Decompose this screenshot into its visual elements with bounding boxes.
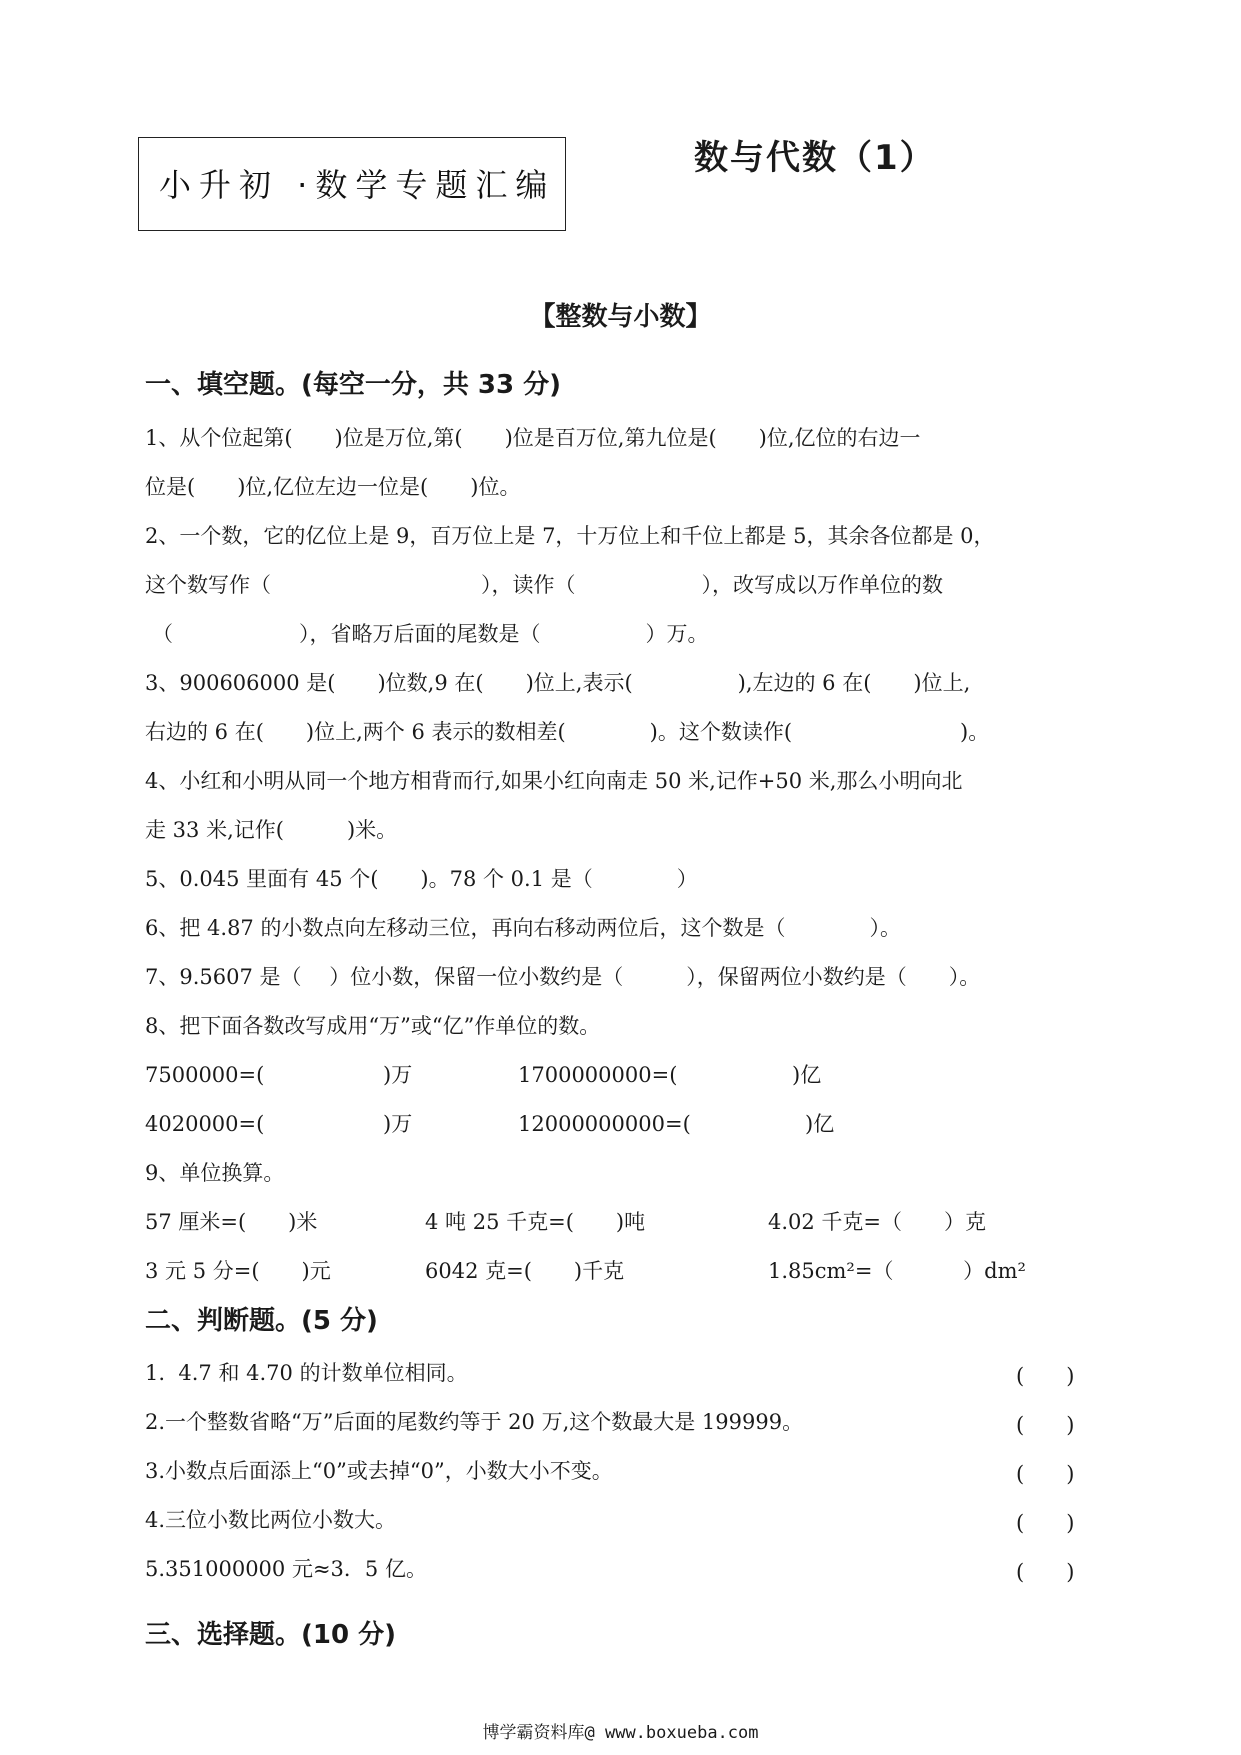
q3-line2: 右边的 6 在( )位上,两个 6 表示的数相差( )。这个数读作( )。 <box>145 720 990 744</box>
judge-item-4: 4.三位小数比两位小数大。 <box>145 1508 397 1532</box>
convert-1-unit: )万 <box>383 1063 413 1087</box>
convert-4-left: 12000000000=( <box>518 1112 691 1136</box>
judge-item-5: 5.351000000 元≈3．5 亿。 <box>145 1557 427 1581</box>
judge-item-2: 2.一个整数省略“万”后面的尾数约等于 20 万,这个数最大是 199999。 <box>145 1410 804 1434</box>
q2-line2: 这个数写作（ ），读作（ ），改写成以万作单位的数 <box>145 573 943 597</box>
q2-line3: （ ），省略万后面的尾数是（ ）万。 <box>152 622 709 646</box>
part3-heading: 三、选择题。(10 分) <box>145 1620 396 1650</box>
convert-3-left: 4020000=( <box>145 1112 265 1136</box>
q1-line2: 位是( )位,亿位左边一位是( )位。 <box>145 475 521 499</box>
unit-3: 4.02 千克=（ ）克 <box>768 1210 987 1234</box>
convert-2-left: 1700000000=( <box>518 1063 678 1087</box>
unit-1: 57 厘米=( )米 <box>145 1210 318 1234</box>
series-title: 小升初 ·数学专题汇编 <box>159 166 556 204</box>
convert-2-unit: )亿 <box>792 1063 822 1087</box>
series-title-box <box>138 137 566 231</box>
footer-watermark: 博学霸资料库@ www.boxueba.com <box>482 1723 759 1743</box>
q7-line: 7、9.5607 是（ ）位小数，保留一位小数约是（ ），保留两位小数约是（ ）。 <box>145 965 981 989</box>
doc-title: 数与代数（1） <box>694 138 936 178</box>
unit-2: 4 吨 25 千克=( )吨 <box>425 1210 646 1234</box>
unit-4: 3 元 5 分=( )元 <box>145 1259 331 1283</box>
judge-item-3: 3.小数点后面添上“0”或去掉“0”，小数大小不变。 <box>145 1459 613 1483</box>
convert-3-unit: )万 <box>383 1112 413 1136</box>
judge-paren-2[interactable]: ( ) <box>1016 1413 1075 1437</box>
q5-line: 5、0.045 里面有 45 个( )。78 个 0.1 是（ ） <box>145 867 698 891</box>
q4-line2: 走 33 米,记作( )米。 <box>145 818 398 842</box>
part1-heading: 一、填空题。(每空一分，共 33 分) <box>145 370 562 400</box>
convert-4-unit: )亿 <box>805 1112 835 1136</box>
convert-1-left: 7500000=( <box>145 1063 265 1087</box>
unit-5: 6042 克=( )千克 <box>425 1259 625 1283</box>
q6-line: 6、把 4.87 的小数点向左移动三位，再向右移动两位后，这个数是（ ）。 <box>145 916 901 940</box>
part2-heading: 二、判断题。(5 分) <box>145 1306 378 1336</box>
q4-line1: 4、小红和小明从同一个地方相背而行,如果小红向南走 50 米,记作+50 米,那么小明向北 <box>145 769 963 793</box>
judge-paren-1[interactable]: ( ) <box>1016 1364 1075 1388</box>
judge-paren-3[interactable]: ( ) <box>1016 1462 1075 1486</box>
judge-paren-5[interactable]: ( ) <box>1016 1560 1075 1584</box>
judge-paren-4[interactable]: ( ) <box>1016 1511 1075 1535</box>
q1-line1: 1、从个位起第( )位是万位,第( )位是百万位,第九位是( )位,亿位的右边一 <box>145 426 921 450</box>
section-title: 【整数与小数】 <box>529 302 712 332</box>
q9-line: 9、单位换算。 <box>145 1161 285 1185</box>
q8-line: 8、把下面各数改写成用“万”或“亿”作单位的数。 <box>145 1014 601 1038</box>
judge-item-1: 1. 4.7 和 4.70 的计数单位相同。 <box>145 1361 468 1385</box>
q2-line1: 2、一个数，它的亿位上是 9，百万位上是 7，十万位上和千位上都是 5，其余各位都是 0， <box>145 524 995 548</box>
unit-6: 1.85cm²=（ ）dm² <box>768 1259 1026 1283</box>
q3-line1: 3、900606000 是( )位数,9 在( )位上,表示( ),左边的 6 在( )位上, <box>145 671 971 695</box>
